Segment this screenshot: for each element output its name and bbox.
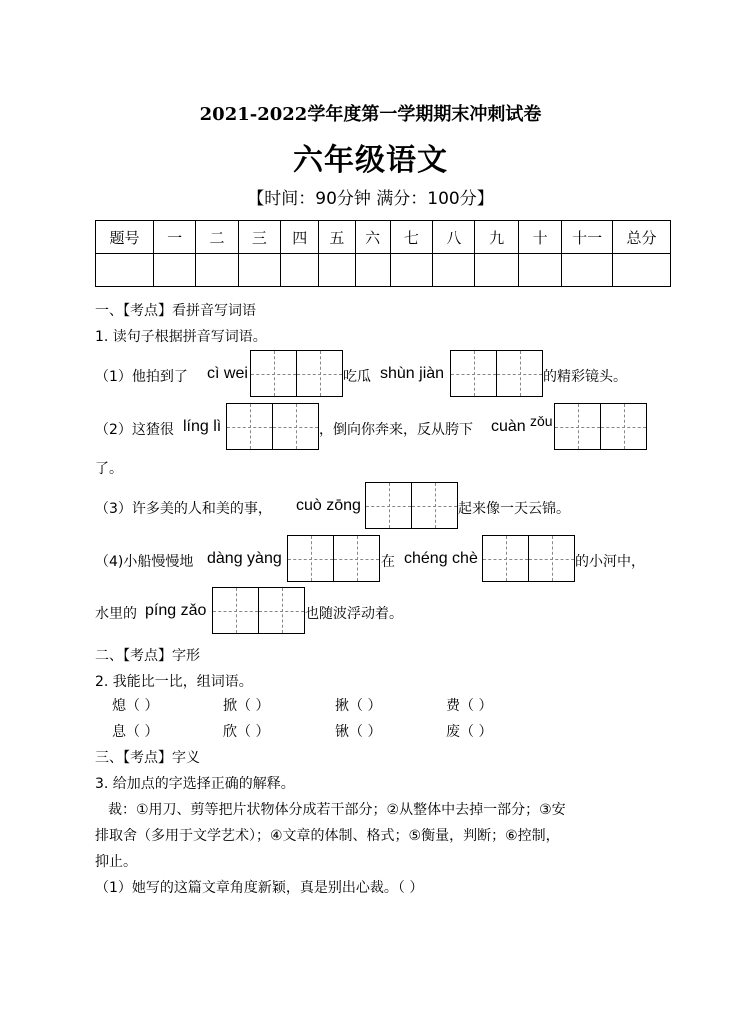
compare-word-item: 费（ ）	[446, 698, 493, 714]
score-header-cell: 三	[238, 221, 280, 254]
score-table	[95, 220, 671, 287]
question2-prompt: 2. 我能比一比，组词语。	[95, 674, 253, 690]
q1-pinyin-pingzao: píng zǎo	[145, 602, 207, 619]
compare-word-item: 锹（ ）	[335, 724, 382, 740]
score-cell[interactable]	[433, 254, 475, 287]
section1-heading: 一、【考点】看拼音写词语	[95, 303, 256, 319]
writing-grid-chengche[interactable]	[482, 535, 575, 582]
writing-grid-ciwei[interactable]	[250, 350, 343, 397]
q1-sentence4-text-c: 的小河中，	[575, 554, 645, 570]
q1-pinyin-cuozong: cuò zōng	[296, 497, 361, 514]
section3-heading: 三、【考点】字义	[95, 750, 200, 766]
score-table-blank-row	[96, 254, 671, 287]
compare-word-item: 欣（ ）	[223, 724, 270, 740]
score-cell[interactable]	[153, 254, 195, 287]
question3-prompt: 3. 给加点的字选择正确的解释。	[95, 776, 295, 792]
score-cell[interactable]	[319, 254, 355, 287]
score-cell[interactable]	[238, 254, 280, 287]
score-cell[interactable]	[518, 254, 561, 287]
exam-info: 【时间：90分钟 满分：100分】	[247, 189, 494, 209]
compare-word-item: 息（ ）	[112, 724, 159, 740]
compare-word-item: 熄（ ）	[112, 698, 159, 714]
q1-pinyin-lingli: líng lì	[183, 418, 222, 435]
q1-pinyin-ciwei: cì wei	[207, 365, 248, 382]
q1-sentence3-text-b: 起来像一天云锦。	[458, 501, 570, 517]
score-cell[interactable]	[475, 254, 518, 287]
sub-question: （1）她写的这篇文章角度新颖，真是别出心裁。（ ）	[95, 880, 424, 896]
q1-sentence3-text-a: （3）许多美的人和美的事，	[95, 501, 272, 517]
score-header-cell: 五	[319, 221, 355, 254]
q1-sentence4-text-b: 在	[381, 554, 395, 570]
definition-line: 排取舍（多用于文学艺术）；④文章的体制、格式；⑤衡量，判断；⑥控制，	[95, 828, 560, 844]
q1-pinyin-chengche: chéng chè	[404, 550, 478, 567]
q1-sentence2-text-c: 了。	[95, 461, 123, 477]
writing-grid-pingzao[interactable]	[212, 587, 305, 634]
q1-sentence5-text-a: 水里的	[95, 606, 137, 622]
score-header-cell: 四	[281, 221, 319, 254]
section2-heading: 二、【考点】字形	[95, 648, 200, 664]
q1-sentence1-text-c: 的精彩镜头。	[543, 369, 627, 385]
q1-sentence2-text-b: ，倒向你奔来，反从胯下	[319, 422, 473, 438]
definition-line: 裁：①用刀、剪等把片状物体分成若干部分；②从整体中去掉一部分；③安	[108, 802, 566, 818]
score-header-cell: 十	[518, 221, 561, 254]
score-cell[interactable]	[196, 254, 238, 287]
score-header-cell: 七	[390, 221, 432, 254]
question1-prompt: 1. 读句子根据拼音写词语。	[95, 329, 267, 345]
score-cell[interactable]	[96, 254, 154, 287]
score-cell[interactable]	[562, 254, 613, 287]
q1-sentence1-text-a: （1）他拍到了	[95, 369, 188, 385]
definition-line: 抑止。	[95, 854, 137, 870]
score-header-cell: 总分	[612, 221, 670, 254]
score-table-header-row	[96, 221, 671, 254]
q1-sentence5-text-b: 也随波浮动着。	[305, 606, 403, 622]
writing-grid-shunjian[interactable]	[450, 350, 543, 397]
q1-sentence1-text-b: 吃瓜	[343, 369, 371, 385]
score-cell[interactable]	[612, 254, 670, 287]
q1-sentence4-text-a: （4)小船慢慢地	[95, 554, 194, 570]
writing-grid-cuozong[interactable]	[365, 482, 458, 529]
score-cell[interactable]	[281, 254, 319, 287]
q1-pinyin-cuan: cuàn	[491, 418, 526, 435]
compare-word-item: 掀（ ）	[223, 698, 270, 714]
score-header-cell: 十一	[562, 221, 613, 254]
score-header-cell: 六	[355, 221, 390, 254]
compare-word-item: 废（ ）	[446, 724, 493, 740]
score-header-cell: 一	[153, 221, 195, 254]
writing-grid-dangyang[interactable]	[287, 535, 380, 582]
writing-grid-lingli[interactable]	[226, 403, 319, 450]
score-header-cell: 九	[475, 221, 518, 254]
subject-title: 六年级语文	[293, 143, 448, 178]
score-header-cell: 八	[433, 221, 475, 254]
score-cell[interactable]	[390, 254, 432, 287]
q1-pinyin-shunjian: shùn jiàn	[380, 365, 445, 382]
q1-sentence2-text-a: （2）这猹很	[95, 422, 174, 438]
writing-grid-cuanzou[interactable]	[554, 403, 647, 450]
q1-pinyin-zou: zǒu	[530, 413, 553, 429]
score-header-cell: 二	[196, 221, 238, 254]
score-header-cell: 题号	[96, 221, 154, 254]
compare-word-item: 揪（ ）	[335, 698, 382, 714]
q1-pinyin-dangyang: dàng yàng	[207, 550, 282, 567]
score-cell[interactable]	[355, 254, 390, 287]
exam-year-title: 2021-2022学年度第一学期期末冲刺试卷	[199, 104, 542, 125]
